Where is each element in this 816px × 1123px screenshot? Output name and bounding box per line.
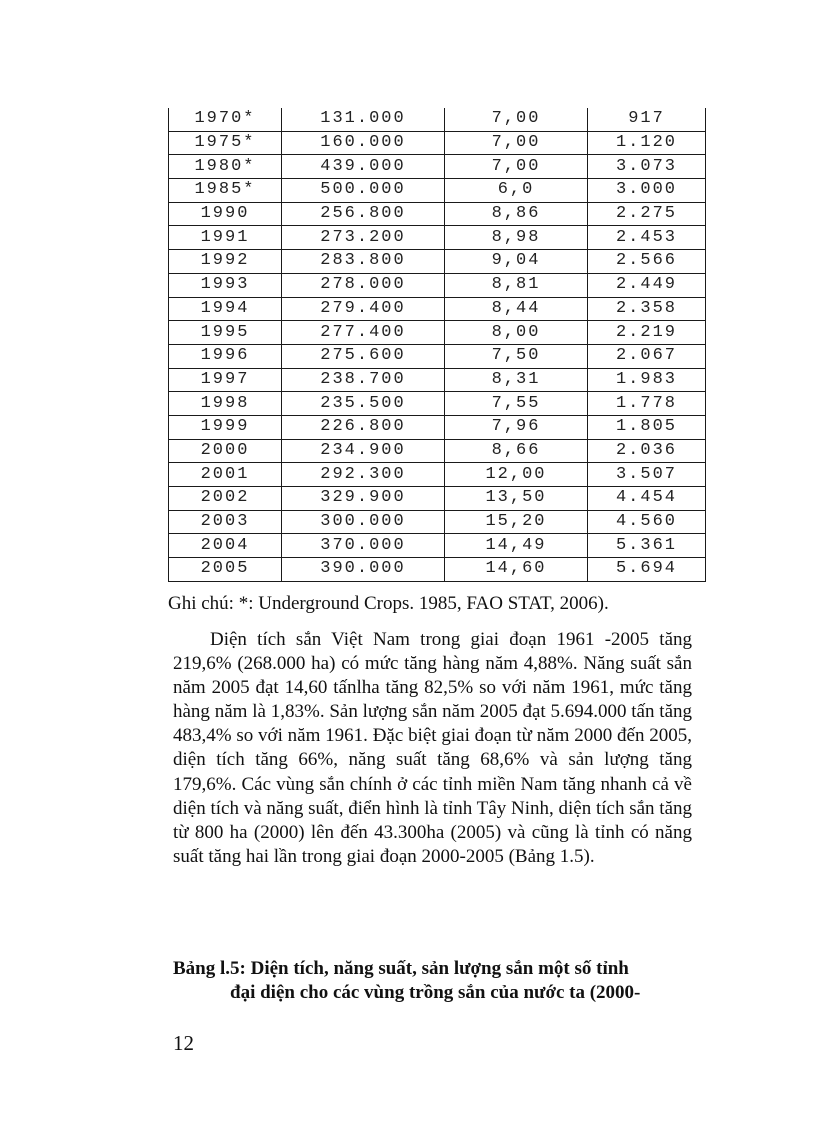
table-cell: 8,86	[445, 202, 588, 226]
table-cell: 6,0	[445, 179, 588, 203]
table-cell: 8,66	[445, 439, 588, 463]
table-cell: 2004	[169, 534, 282, 558]
table-row	[169, 368, 706, 392]
table-row	[169, 250, 706, 274]
table-cell: 7,00	[445, 108, 588, 131]
table-row	[169, 202, 706, 226]
table-cell: 1.778	[588, 392, 706, 416]
table-row	[169, 155, 706, 179]
table-cell: 8,00	[445, 321, 588, 345]
table-row	[169, 297, 706, 321]
table-cell: 292.300	[282, 463, 445, 487]
table-cell: 275.600	[282, 344, 445, 368]
table-cell: 1.120	[588, 131, 706, 155]
table-row	[169, 415, 706, 439]
table-cell: 1996	[169, 344, 282, 368]
table-row	[169, 108, 706, 131]
table-cell: 14,49	[445, 534, 588, 558]
table-cell: 2002	[169, 487, 282, 511]
table-cell: 277.400	[282, 321, 445, 345]
table-cell: 2000	[169, 439, 282, 463]
table-cell: 1990	[169, 202, 282, 226]
table-cell: 13,50	[445, 487, 588, 511]
table-cell: 390.000	[282, 558, 445, 582]
page-number: 12	[173, 1031, 194, 1055]
table-cell: 2.219	[588, 321, 706, 345]
table-cell: 370.000	[282, 534, 445, 558]
table-cell: 1.983	[588, 368, 706, 392]
table-cell: 7,50	[445, 344, 588, 368]
table-row	[169, 558, 706, 582]
table-cell: 238.700	[282, 368, 445, 392]
table-cell: 7,55	[445, 392, 588, 416]
table-cell: 8,98	[445, 226, 588, 250]
table-cell: 279.400	[282, 297, 445, 321]
table-cell: 300.000	[282, 510, 445, 534]
table-cell: 1991	[169, 226, 282, 250]
table-cell: 5.694	[588, 558, 706, 582]
table-cell: 14,60	[445, 558, 588, 582]
table-row	[169, 179, 706, 203]
table-cell: 3.000	[588, 179, 706, 203]
table-cell: 15,20	[445, 510, 588, 534]
table-cell: 1975*	[169, 131, 282, 155]
table-cell: 500.000	[282, 179, 445, 203]
next-table-caption	[173, 957, 733, 1005]
table-cell: 2.453	[588, 226, 706, 250]
table-cell: 1995	[169, 321, 282, 345]
table-cell: 1.805	[588, 415, 706, 439]
table-cell: 1980*	[169, 155, 282, 179]
table-row	[169, 463, 706, 487]
table-cell: 1994	[169, 297, 282, 321]
table-row	[169, 344, 706, 368]
table-cell: 234.900	[282, 439, 445, 463]
table-cell: 12,00	[445, 463, 588, 487]
table-row	[169, 321, 706, 345]
table-row	[169, 226, 706, 250]
table-cell: 1970*	[169, 108, 282, 131]
table-caption-line-2: đại diện cho các vùng trồng sắn của nước ta (2000-	[230, 982, 641, 1003]
table-cell: 283.800	[282, 250, 445, 274]
table-cell: 256.800	[282, 202, 445, 226]
table-cell: 1998	[169, 392, 282, 416]
table-footnote: Ghi chú: *: Underground Crops. 1985, FAO STAT, 2006).	[168, 593, 609, 614]
table-cell: 2.036	[588, 439, 706, 463]
table-cell: 1993	[169, 273, 282, 297]
table-cell: 7,00	[445, 155, 588, 179]
table-cell: 7,00	[445, 131, 588, 155]
table-cell: 5.361	[588, 534, 706, 558]
cassava-statistics-table	[168, 108, 706, 582]
table-cell: 2.566	[588, 250, 706, 274]
table-cell: 8,81	[445, 273, 588, 297]
table-cell: 131.000	[282, 108, 445, 131]
table-cell: 2.275	[588, 202, 706, 226]
table-cell: 1992	[169, 250, 282, 274]
table-cell: 2.358	[588, 297, 706, 321]
table-cell: 235.500	[282, 392, 445, 416]
table-cell: 3.507	[588, 463, 706, 487]
table-cell: 3.073	[588, 155, 706, 179]
table-cell: 917	[588, 108, 706, 131]
body-paragraph: Diện tích sắn Việt Nam trong giai đoạn 1961 -2005 tăng 219,6% (268.000 ha) có mức tăng hàng năm 4,88%. Năng suất sắn năm 2005 đạt 14,60 tấnlha tăng 82,5% so với năm 1961, mức tăng hàng năm là 1,83%. Sản lượng sắn năm 2005 đạt 5.694.000 tấn tăng 483,4% so với năm 1961. Đặc biệt giai đoạn từ năm 2000 đến 2005, diện tích tăng 66%, năng suất tăng 68,6% và sản lượng tăng 179,6%. Các vùng sắn chính ở các tỉnh miền Nam tăng nhanh cả về diện tích và năng suất, điển hình là tỉnh Tây Ninh, diện tích sắn tăng từ 800 ha (2000) lên đến 43.300ha (2005) và cũng là tỉnh có năng suất tăng hai lần trong giai đoạn 2000-2005 (Bảng 1.5).	[173, 629, 692, 867]
table-cell: 2.449	[588, 273, 706, 297]
table-cell: 8,31	[445, 368, 588, 392]
table-cell: 1997	[169, 368, 282, 392]
table-row	[169, 392, 706, 416]
table-cell: 8,44	[445, 297, 588, 321]
table-cell: 2003	[169, 510, 282, 534]
table-cell: 4.560	[588, 510, 706, 534]
table-body	[169, 108, 706, 581]
table-row	[169, 487, 706, 511]
table-row	[169, 131, 706, 155]
table-row	[169, 273, 706, 297]
table-cell: 329.900	[282, 487, 445, 511]
table-cell: 2.067	[588, 344, 706, 368]
table-cell: 439.000	[282, 155, 445, 179]
table-cell: 4.454	[588, 487, 706, 511]
table-cell: 2001	[169, 463, 282, 487]
table-cell: 9,04	[445, 250, 588, 274]
table-cell: 1999	[169, 415, 282, 439]
table-row	[169, 510, 706, 534]
table-cell: 1985*	[169, 179, 282, 203]
table-caption-line-1: Bảng l.5: Diện tích, năng suất, sản lượng sắn một số tỉnh	[173, 958, 629, 979]
table-cell: 160.000	[282, 131, 445, 155]
table-cell: 2005	[169, 558, 282, 582]
table-cell: 278.000	[282, 273, 445, 297]
table-row	[169, 534, 706, 558]
table-cell: 226.800	[282, 415, 445, 439]
table-cell: 273.200	[282, 226, 445, 250]
table-row	[169, 439, 706, 463]
table-cell: 7,96	[445, 415, 588, 439]
